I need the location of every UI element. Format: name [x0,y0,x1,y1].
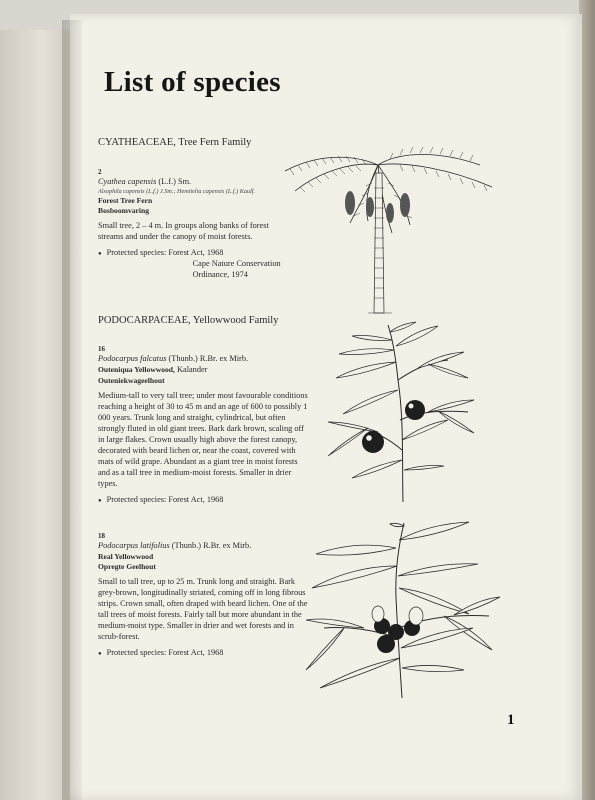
species-number: 2 [98,168,102,176]
protection-status [98,495,310,507]
bullet-icon: ● [98,650,102,657]
scientific-name: Podocarpus falcatus [98,354,167,364]
species-entry-podocarpus-falcatus [98,345,310,507]
tree-fern-illustration [280,143,500,318]
species-description: Medium-tall to very tall tree; under most favourable conditions reaching a height of 30 to 45 m and an age of 600 to possibly 1 000 years. Trunk long and straight, cylindrical, but often strongly fluted in old giant trees. Bark dark brown, scaling off in large flakes. Crown usually high above the forest canopy, decorated with beard lichen or, near the coast, covered with mats of wild grape. Abundant as a giant tree in moist forests and as a tall tree in medium-moist forests. Smaller in drier types. [98,391,308,488]
scientific-name: Cyathea capensis [98,177,157,187]
bullet-icon: ● [98,497,102,504]
common-name-english: Forest Tree Fern [98,196,153,206]
protection-line: Protected species: Forest Act, 1968 [106,647,224,657]
protection-status [98,648,308,660]
protection-line: Cape Nature Conservation [192,259,281,269]
authority: (Thunb.) R.Br. ex Mirb. [168,354,249,364]
protection-line: Protected species: Forest Act, 1968 [106,494,224,504]
podocarpus-latifolius-illustration [304,518,504,703]
page-title: List of species [104,66,281,98]
common-name-english: Outeniqua Yellowwood, [98,365,175,375]
common-name-afrikaans: Bosboomvaring [98,206,150,216]
protection-line: Ordinance, 1974 [192,270,248,280]
species-number: 16 [98,345,105,353]
common-name-alternate: Kalander [177,365,208,375]
podocarpus-falcatus-illustration [318,320,483,505]
page-number: 1 [507,712,515,728]
common-name-english: Real Yellowwood [98,552,154,562]
species-description: Small to tall tree, up to 25 m. Trunk long and straight. Bark grey-brown, longitudinally striated, coming off in long fibrous strips. Crown small, often draped with beard lichen. One of the tall trees of moist forests. Fairly tall but more abundant in the medium-moist type. Smaller in drier and wet forests and in scrub-forest. [98,577,308,641]
species-entry-cyathea [98,168,288,281]
species-number: 18 [98,532,105,540]
protection-status [98,248,288,281]
common-name-afrikaans: Opregte Geelhout [98,562,156,572]
authority: (Thunb.) R.Br. ex Mirb. [171,541,252,551]
family-heading-cyatheaceae: CYATHEACEAE, Tree Fern Family [98,137,252,148]
synonym: Alsophila capensis (L.f.) J.Sm.; Hemitelia capensis (L.f.) Kaulf. [98,188,256,196]
species-entry-podocarpus-latifolius [98,532,308,660]
protection-line: Protected species: Forest Act, 1968 [106,248,224,258]
page-gutter [62,20,82,800]
bullet-icon: ● [98,251,102,258]
common-name-afrikaans: Outeniekwageelhout [98,376,165,386]
species-description: Small tree, 2 – 4 m. In groups along banks of forest streams and under the canopy of moist forests. [98,221,269,242]
family-heading-podocarpaceae: PODOCARPACEAE, Yellowwood Family [98,315,279,326]
scientific-name: Podocarpus latifolius [98,541,170,551]
authority: (L.f.) Sm. [158,177,192,187]
